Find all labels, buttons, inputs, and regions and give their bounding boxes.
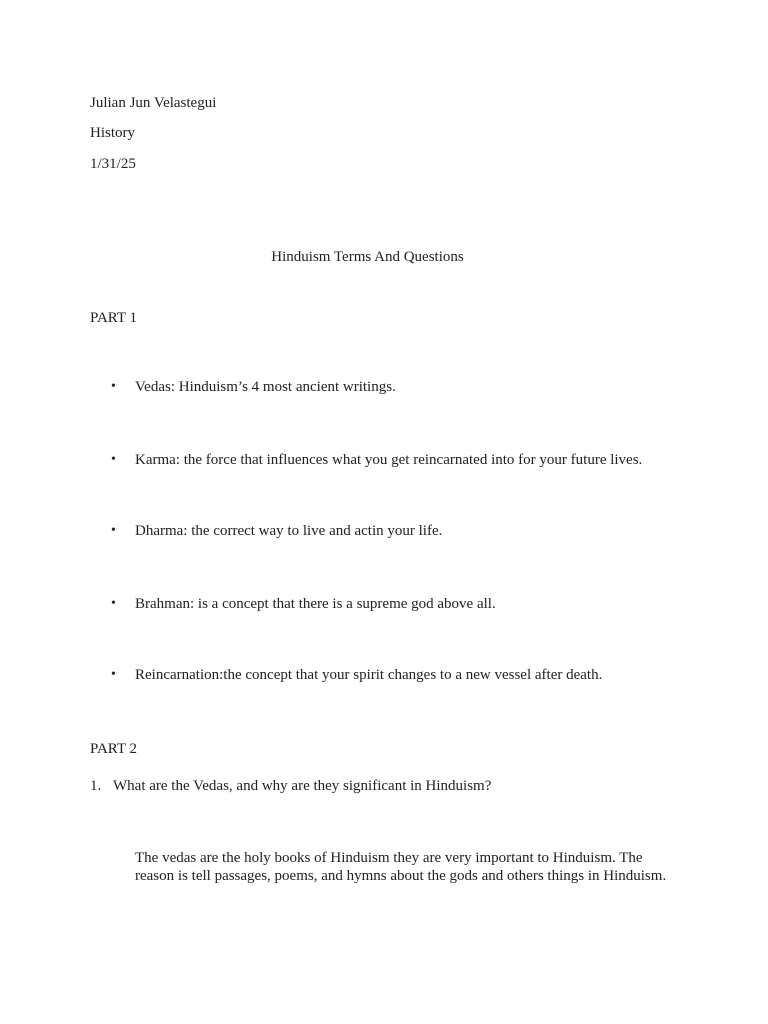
- term-definition: Karma: the force that influences what you get reincarnated into for your future lives.: [135, 452, 643, 468]
- bullet-icon: •: [111, 667, 116, 682]
- document-title: Hinduism Terms And Questions: [271, 249, 464, 265]
- bullet-icon: •: [111, 523, 116, 538]
- bullet-icon: •: [111, 452, 116, 467]
- question-number: 1.: [90, 778, 102, 794]
- answer-paragraph: The vedas are the holy books of Hinduism they are very important to Hinduism. The reason is tell passages, poems, and hymns about the gods and others things in Hinduism.: [135, 850, 667, 884]
- subject-line: History: [90, 125, 135, 141]
- author-name: Julian Jun Velastegui: [90, 95, 217, 111]
- term-definition: Brahman: is a concept that there is a supreme god above all.: [135, 596, 496, 612]
- term-definition: Vedas: Hinduism’s 4 most ancient writings.: [135, 379, 396, 395]
- term-definition: Reincarnation:the concept that your spirit changes to a new vessel after death.: [135, 667, 603, 683]
- part1-heading: PART 1: [90, 310, 138, 326]
- question-text: What are the Vedas, and why are they significant in Hinduism?: [113, 778, 492, 794]
- date-line: 1/31/25: [90, 156, 136, 172]
- bullet-icon: •: [111, 379, 116, 394]
- term-definition: Dharma: the correct way to live and actin your life.: [135, 523, 443, 539]
- part2-heading: PART 2: [90, 741, 138, 757]
- bullet-icon: •: [111, 596, 116, 611]
